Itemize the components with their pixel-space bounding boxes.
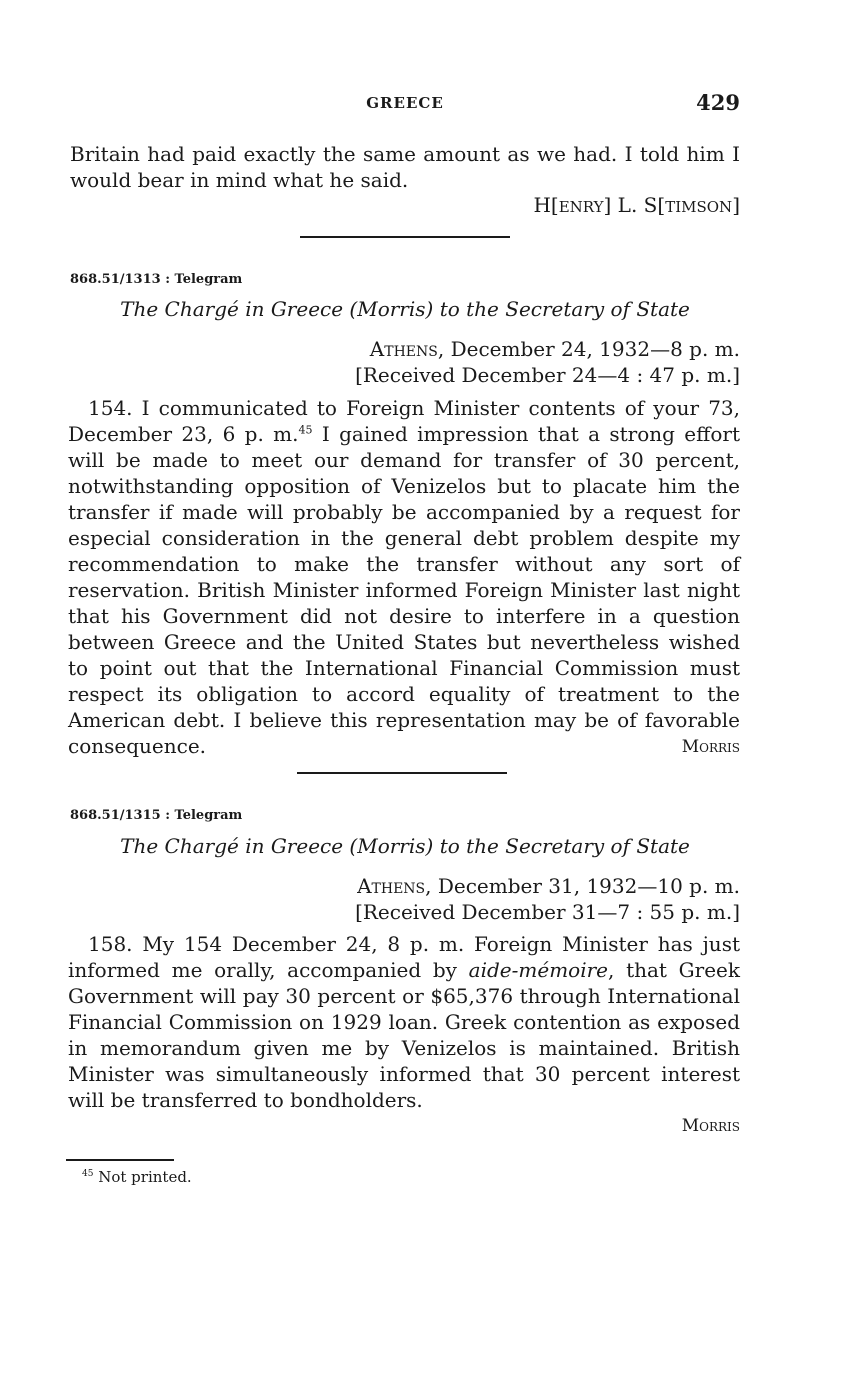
- document-reference: 868.51/1315 : Telegram: [70, 808, 243, 823]
- body-text: I gained impression that a strong effort will be made to meet our demand for transfer of 30 percent, notwithstanding opposition of Venizelos but to placate him the transfer if made will probably be accompanied by a request for especial consideration in the general debt problem despite my recommendation to make the transfer without any sort of reservation. British Minister informed Foreign Minister last night that his Government did not desire to interfere in a question between Greece and the United States but nevertheless wished to point out that the International Financial Commission must respect its obligation to accord equality of treatment to the American debt. I believe this representation may be of favorable consequence.: [68, 422, 740, 758]
- dateline-sent: [355, 873, 740, 899]
- continuation-paragraph: Britain had paid exactly the same amount as we had. I told him I would bear in mind what he said.: [70, 142, 740, 192]
- footnote-mark: 45: [82, 1169, 94, 1179]
- running-title: GREECE: [366, 94, 444, 112]
- place: Athens: [369, 337, 438, 361]
- sig-part: TIMSON: [665, 198, 733, 216]
- morris-signature: Morris: [681, 1116, 740, 1136]
- date: , December 31, 1932—10 p. m.: [425, 874, 740, 898]
- footnote-text: Not printed.: [98, 1168, 192, 1186]
- section-divider: [300, 236, 510, 238]
- running-head: [70, 90, 740, 120]
- document-title: The Chargé in Greece (Morris) to the Secretary of State: [120, 834, 690, 858]
- section-divider: [297, 772, 507, 774]
- body-text: , that Greek Government will pay 30 percent or $65,376 through International Financial Commission on 1929 loan. Greek contention as exposed in memorandum given me by Venizelos is maintained. British Minister was simultaneously informed that 30 percent interest will be transferred to bondholders.: [68, 958, 740, 1112]
- footnote-divider: [66, 1159, 174, 1161]
- document-reference: 868.51/1313 : Telegram: [70, 272, 243, 287]
- sig-part: ]: [732, 193, 740, 217]
- sig-part: ] L. S[: [603, 193, 666, 217]
- dateline-received: [Received December 24—4 : 47 p. m.]: [355, 363, 740, 387]
- morris-signature: Morris: [681, 737, 740, 757]
- sig-part: ENRY: [558, 198, 604, 216]
- page-number: 429: [696, 90, 740, 115]
- dateline: [355, 873, 740, 925]
- dateline: [355, 336, 740, 388]
- document-title: The Chargé in Greece (Morris) to the Secretary of State: [120, 297, 690, 321]
- body-text: 158. My 154 December 24, 8 p. m. Foreign Minister has just informed me orally, accompanied by: [68, 932, 740, 982]
- dateline-sent: [355, 336, 740, 362]
- dateline-received: [Received December 31—7 : 55 p. m.]: [355, 900, 740, 924]
- stimson-signature: [533, 193, 740, 217]
- date: , December 24, 1932—8 p. m.: [437, 337, 740, 361]
- body-text: 154. I communicated to Foreign Minister contents of your 73, December 23, 6 p. m.: [68, 396, 740, 446]
- sig-part: H[: [533, 193, 559, 217]
- footnote-reference: 45: [298, 423, 313, 437]
- telegram-body: [68, 395, 740, 759]
- telegram-body: [68, 931, 740, 1113]
- italic-term: aide-mémoire: [468, 958, 608, 982]
- place: Athens: [357, 874, 426, 898]
- footnote: [82, 1168, 192, 1186]
